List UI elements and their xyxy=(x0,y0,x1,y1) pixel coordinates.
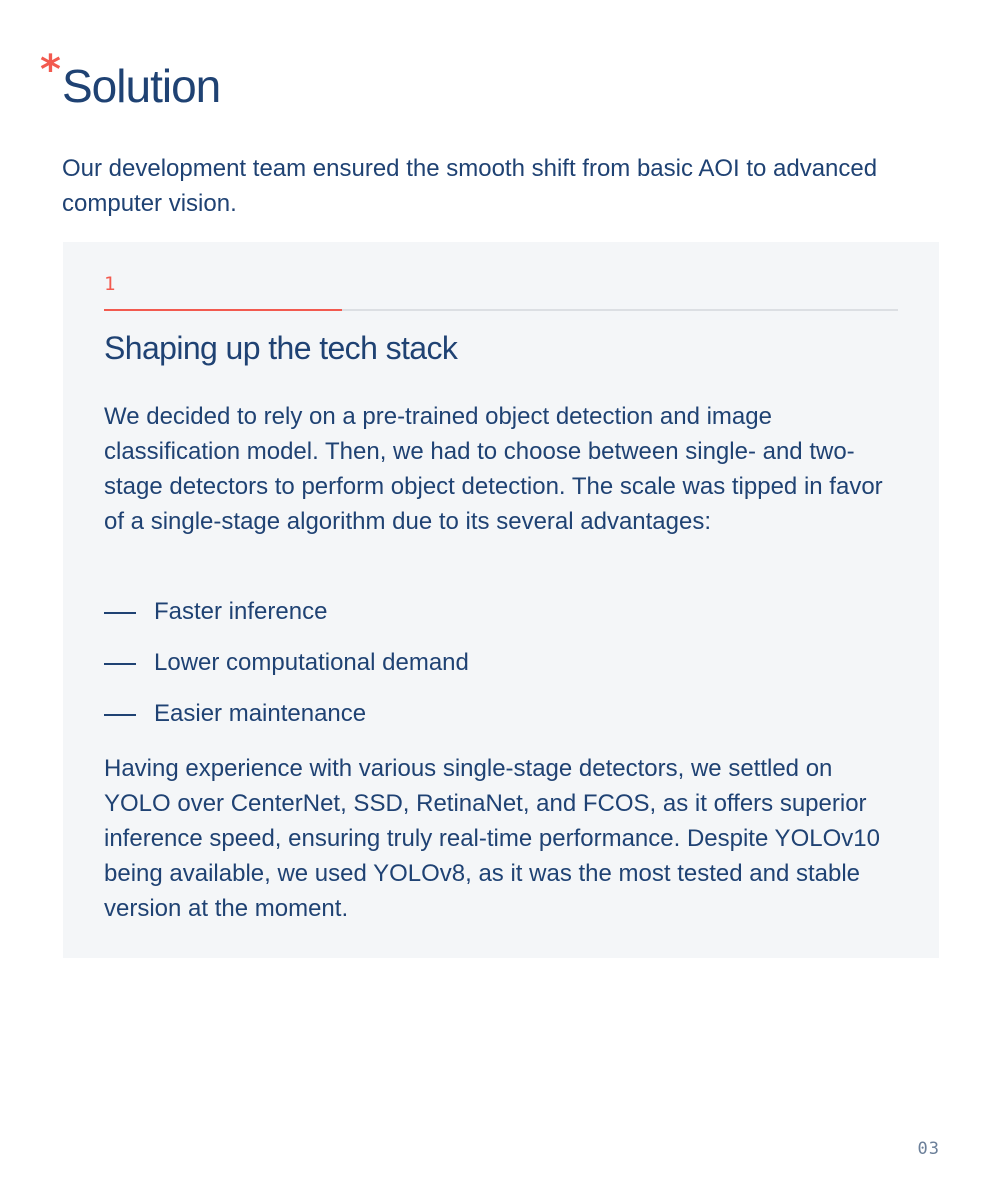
solution-card xyxy=(63,242,939,958)
list-item-text: Easier maintenance xyxy=(154,700,367,727)
list-item-text: Lower computational demand xyxy=(154,649,469,676)
card-paragraph-2: Having experience with various single-stage detectors, we settled on YOLO over CenterNet, SSD, RetinaNet, and FCOS, as it offers superior inference speed, ensuring truly real-time performance. Despite YOLOv10 being available, we used YOLOv8, as it was the most tested and stable version at the moment. xyxy=(104,755,880,922)
asterisk-accent-icon: * xyxy=(40,47,61,93)
page-title: Solution xyxy=(62,60,221,112)
card-title: Shaping up the tech stack xyxy=(104,330,458,366)
dash-bullet-icon xyxy=(104,612,136,614)
step-progress-fill xyxy=(104,309,342,311)
step-number: 1 xyxy=(104,273,116,295)
list-item-text: Faster inference xyxy=(154,598,328,625)
dash-bullet-icon xyxy=(104,663,136,665)
intro-paragraph: Our development team ensured the smooth shift from basic AOI to advanced computer vision. xyxy=(62,155,878,217)
page-number: 03 xyxy=(917,1139,940,1159)
card-paragraph-1: We decided to rely on a pre-trained object detection and image classification model. Then, we had to choose between single- and two-stage detectors to perform object detection. The scale was tipped in favor of a single-stage algorithm due to its several advantages: xyxy=(104,403,883,535)
dash-bullet-icon xyxy=(104,714,136,716)
step-progress-track xyxy=(104,309,898,311)
